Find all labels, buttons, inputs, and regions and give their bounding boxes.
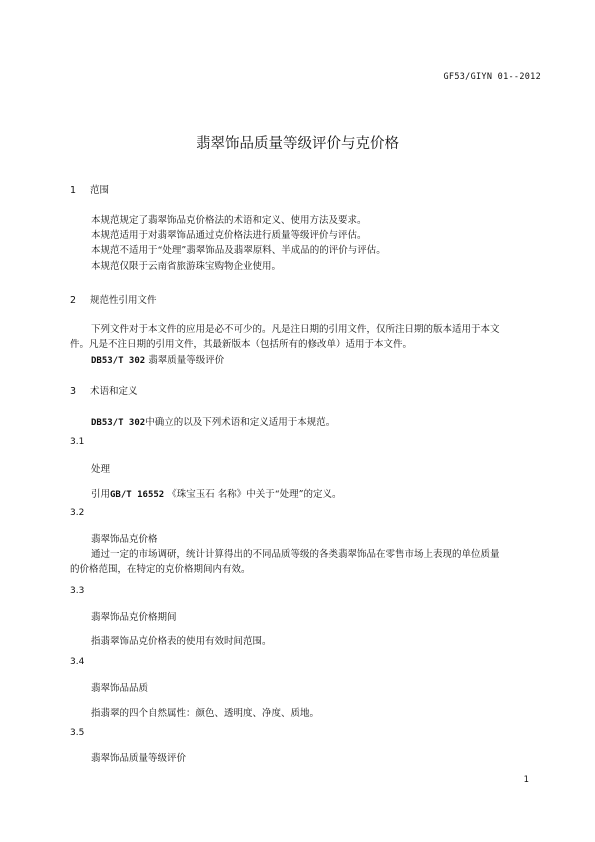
term-number: 3.1 (70, 437, 85, 447)
paragraph-line: 本规范规定了翡翠饰品克价格法的术语和定义、使用方法及要求。 (91, 215, 367, 226)
definition-text: 《珠宝玉石 名称》中关于“处理”的定义。 (164, 489, 342, 500)
document-title: 翡翠饰品质量等级评价与克价格 (196, 136, 399, 152)
section-title: 术语和定义 (90, 386, 138, 397)
document-code: GF53/GIYN 01--2012 (443, 72, 541, 82)
term-name: 翡翠饰品克价格期间 (91, 612, 177, 623)
term-number: 3.4 (70, 657, 85, 667)
section-3-intro (91, 414, 335, 428)
intro-text: 中确立的以及下列术语和定义适用于本规范。 (145, 417, 336, 428)
paragraph-line: 本规范仅限于云南省旅游珠宝购物企业使用。 (91, 261, 282, 272)
term-definition: 通过一定的市场调研，统计计算得出的不同品质等级的各类翡翠饰品在零售市场上表现的单位质量 (91, 549, 500, 560)
term-name: 处理 (91, 464, 111, 475)
section-number: 1 (70, 185, 77, 196)
reference-code: DB53/T 302 (91, 356, 146, 366)
term-name: 翡翠饰品品质 (91, 683, 149, 694)
term-number: 3.2 (70, 508, 85, 518)
definition-text: 引用 (91, 489, 111, 500)
reference-code: DB53/T 302 (91, 418, 146, 428)
normative-reference (91, 352, 224, 366)
page-number: 1 (523, 775, 529, 785)
section-3-heading (70, 383, 138, 397)
term-definition (91, 486, 341, 500)
reference-title: 翡翠质量等级评价 (145, 355, 225, 366)
paragraph-line: 件。凡是不注日期的引用文件，其最新版本（包括所有的修改单）适用于本文件。 (70, 339, 413, 350)
term-name: 翡翠饰品质量等级评价 (91, 753, 187, 764)
term-definition: 指翡翠饰品克价格表的使用有效时间范围。 (91, 636, 272, 647)
section-number: 2 (70, 295, 77, 306)
term-definition: 指翡翠的四个自然属性：颜色、透明度、净度、质地。 (91, 708, 320, 719)
term-number: 3.3 (70, 586, 85, 596)
section-1-heading (70, 182, 109, 196)
term-name: 翡翠饰品克价格 (91, 534, 158, 545)
reference-code: GB/T 16552 (110, 490, 165, 500)
paragraph-line: 下列文件对于本文件的应用是必不可少的。凡是注日期的引用文件，仅所注日期的版本适用于本文 (91, 324, 500, 335)
term-definition: 的价格范围，在特定的克价格期间内有效。 (70, 564, 251, 575)
paragraph-line: 本规范适用于对翡翠饰品通过克价格法进行质量等级评价与评估。 (91, 230, 367, 241)
paragraph-line: 本规范不适用于“处理”翡翠饰品及翡翠原料、半成品的的评价与评估。 (91, 245, 386, 256)
section-number: 3 (70, 386, 77, 397)
term-number: 3.5 (70, 728, 85, 738)
section-title: 规范性引用文件 (90, 295, 157, 306)
section-title: 范围 (90, 185, 110, 196)
section-2-heading (70, 292, 157, 306)
